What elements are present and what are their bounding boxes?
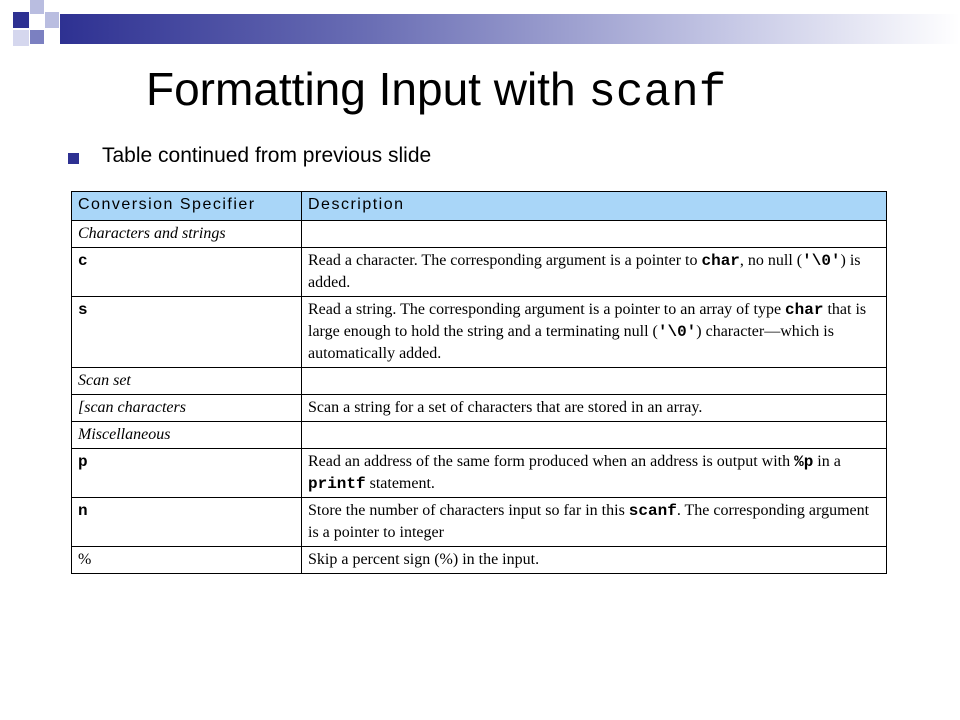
decor-square (13, 30, 29, 46)
specifier-cell: [scan characters (72, 395, 302, 422)
decor-square (30, 30, 44, 44)
description-text: Read a character. The corresponding argument is a pointer to (308, 252, 702, 269)
table-row (72, 221, 887, 248)
description-text: ) character—which is automatically added. (308, 323, 834, 362)
description-cell (302, 422, 887, 449)
code-text: %p (794, 453, 814, 471)
slide-title-code: scanf (588, 67, 727, 119)
description-cell (302, 395, 887, 422)
description-text: that is large enough to hold the string and a terminating null ( (308, 301, 867, 340)
header-description: Description (302, 192, 887, 221)
specifier-cell: p (72, 449, 302, 498)
specifier-cell: % (72, 547, 302, 574)
description-text: Read a string. The corresponding argument is a pointer to an array of type (308, 301, 786, 318)
description-text: statement. (365, 475, 435, 492)
code-text: printf (308, 475, 366, 493)
description-text: % (439, 551, 453, 568)
description-text: ) is added. (308, 252, 861, 291)
description-text: Skip a percent sign ( (308, 551, 440, 568)
code-text: char (701, 252, 740, 270)
description-cell (302, 221, 887, 248)
code-text: '\0' (657, 323, 697, 341)
specifier-cell: Characters and strings (72, 221, 302, 248)
description-text: Store the number of characters input so far in this (308, 502, 629, 519)
code-text: '\0' (802, 252, 841, 270)
header-conversion-specifier: Conversion Specifier (72, 192, 302, 221)
code-text: char (785, 301, 824, 319)
description-text: ) in the input. (452, 551, 540, 568)
slide-title (146, 62, 726, 119)
specifier-cell: c (72, 248, 302, 297)
table-row (72, 422, 887, 449)
conversion-specifier-table (71, 191, 887, 574)
description-cell (302, 297, 887, 368)
description-cell (302, 248, 887, 297)
specifier-cell: n (72, 498, 302, 547)
decor-square (13, 12, 29, 28)
table-row (72, 547, 887, 574)
description-cell (302, 547, 887, 574)
description-cell (302, 498, 887, 547)
specifier-cell: Scan set (72, 368, 302, 395)
table-row (72, 449, 887, 498)
description-text: Read an address of the same form produced when an address is output with (308, 453, 795, 470)
table-row (72, 395, 887, 422)
description-text: . The corresponding argument is a pointer to integer (308, 502, 870, 541)
description-text: Scan a string for a set of characters that are stored in an array. (308, 399, 703, 416)
description-cell (302, 368, 887, 395)
header-band (60, 14, 960, 44)
code-text: scanf (628, 502, 677, 520)
specifier-cell: s (72, 297, 302, 368)
description-text: in a (813, 453, 841, 470)
decor-square (45, 12, 59, 28)
decor-square (30, 0, 44, 14)
bullet-text: Table continued from previous slide (102, 144, 432, 167)
description-text: , no null ( (739, 252, 803, 269)
slide-title-text: Formatting Input with (146, 63, 589, 115)
table-row (72, 248, 887, 297)
table-row (72, 368, 887, 395)
table-row (72, 498, 887, 547)
bullet-square-icon (68, 153, 79, 164)
table-header-row (72, 192, 887, 221)
specifier-cell: Miscellaneous (72, 422, 302, 449)
table-row (72, 297, 887, 368)
description-cell (302, 449, 887, 498)
